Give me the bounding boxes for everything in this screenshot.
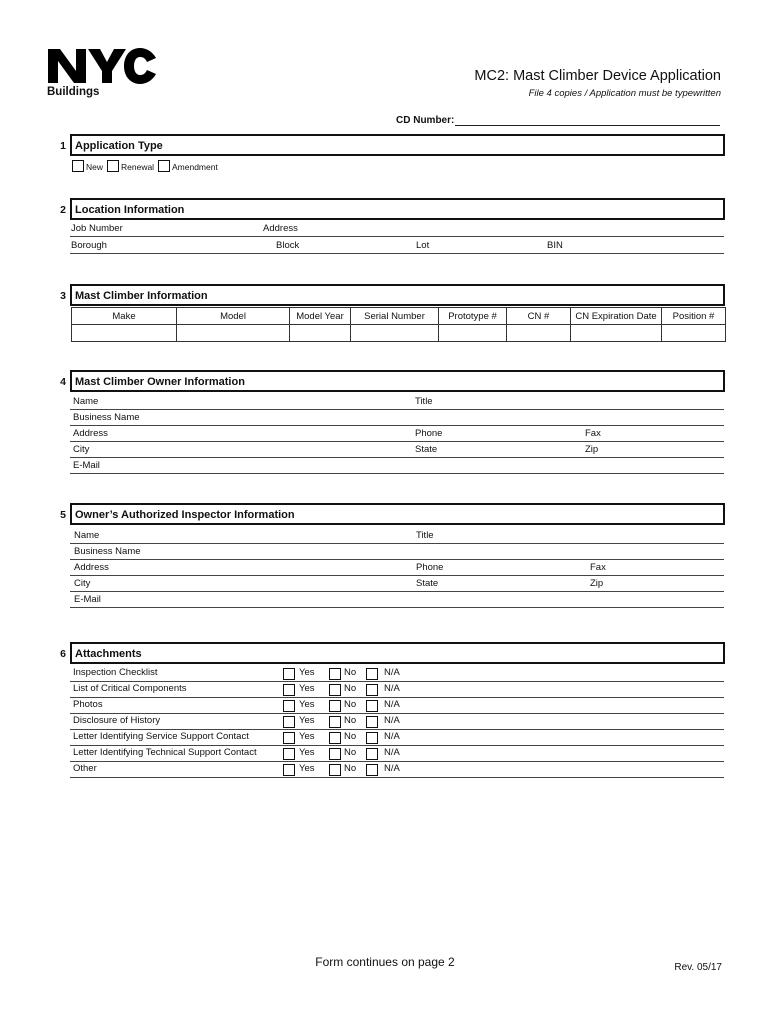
attachment-6-no-checkbox[interactable] <box>329 764 341 776</box>
inspector-city-label: City <box>74 578 91 589</box>
attachment-1-yes-checkbox[interactable] <box>283 684 295 696</box>
owner-zip-label: Zip <box>585 444 599 455</box>
attachment-6-na-checkbox[interactable] <box>366 764 378 776</box>
address-label: Address <box>263 223 298 234</box>
row-divider <box>70 473 724 474</box>
cn-expiration-cell[interactable] <box>571 325 662 342</box>
attachment-3-yes-checkbox[interactable] <box>283 716 295 728</box>
col-serial-number: Serial Number <box>351 308 439 325</box>
row-divider <box>70 559 724 560</box>
form-title: MC2: Mast Climber Device Application <box>474 68 721 84</box>
row-divider <box>70 777 724 778</box>
owner-city-label: City <box>73 444 90 455</box>
no-label: No <box>344 763 357 774</box>
cd-number-field[interactable] <box>455 125 720 126</box>
revision-label: Rev. 05/17 <box>674 962 722 973</box>
no-label: No <box>344 715 357 726</box>
inspector-state-label: State <box>416 578 439 589</box>
na-label: N/A <box>384 747 400 758</box>
inspector-title-label: Title <box>416 530 434 541</box>
yes-label: Yes <box>299 747 315 758</box>
attachment-0-na-checkbox[interactable] <box>366 668 378 680</box>
inspector-address-label: Address <box>74 562 109 573</box>
owner-state-label: State <box>415 444 438 455</box>
amendment-checkbox[interactable] <box>158 160 170 172</box>
row-divider <box>70 681 724 682</box>
attachment-2-label: Photos <box>73 699 103 710</box>
row-divider <box>70 253 724 254</box>
attachment-1-na-checkbox[interactable] <box>366 684 378 696</box>
new-checkbox[interactable] <box>72 160 84 172</box>
na-label: N/A <box>384 699 400 710</box>
owner-title-label: Title <box>415 396 433 407</box>
section-6-header <box>70 642 725 664</box>
yes-label: Yes <box>299 763 315 774</box>
section-6-number: 6 <box>60 648 66 660</box>
col-make: Make <box>72 308 177 325</box>
section-1-title: Application Type <box>75 140 163 152</box>
attachment-1-label: List of Critical Components <box>73 683 187 694</box>
section-2-number: 2 <box>60 204 66 216</box>
section-3-title: Mast Climber Information <box>75 290 208 302</box>
attachment-4-yes-checkbox[interactable] <box>283 732 295 744</box>
section-5-title: Owner’s Authorized Inspector Information <box>75 509 295 521</box>
yes-label: Yes <box>299 715 315 726</box>
row-divider <box>70 729 724 730</box>
attachment-6-label: Other <box>73 763 97 774</box>
attachment-4-label: Letter Identifying Service Support Contact <box>73 731 249 742</box>
prototype-cell[interactable] <box>439 325 507 342</box>
inspector-business-name-label: Business Name <box>74 546 141 557</box>
no-label: No <box>344 667 357 678</box>
table-header-row <box>72 308 726 325</box>
yes-label: Yes <box>299 667 315 678</box>
model-year-cell[interactable] <box>290 325 351 342</box>
attachment-0-no-checkbox[interactable] <box>329 668 341 680</box>
renewal-checkbox[interactable] <box>107 160 119 172</box>
row-divider <box>70 607 724 608</box>
section-3-number: 3 <box>60 290 66 302</box>
section-4-title: Mast Climber Owner Information <box>75 376 245 388</box>
cn-cell[interactable] <box>507 325 571 342</box>
attachment-4-na-checkbox[interactable] <box>366 732 378 744</box>
owner-name-label: Name <box>73 396 99 407</box>
form-continues-note: Form continues on page 2 <box>315 955 455 969</box>
inspector-name-label: Name <box>74 530 100 541</box>
row-divider <box>70 236 724 237</box>
inspector-zip-label: Zip <box>590 578 604 589</box>
owner-phone-label: Phone <box>415 428 443 439</box>
new-label: New <box>86 162 104 172</box>
attachment-5-label: Letter Identifying Technical Support Contact <box>73 747 257 758</box>
col-prototype: Prototype # <box>439 308 507 325</box>
row-divider <box>70 425 724 426</box>
inspector-email-label: E-Mail <box>74 594 101 605</box>
serial-number-cell[interactable] <box>351 325 439 342</box>
attachment-3-no-checkbox[interactable] <box>329 716 341 728</box>
col-position: Position # <box>662 308 726 325</box>
cd-number-label: CD Number: <box>396 115 455 126</box>
inspector-phone-label: Phone <box>416 562 444 573</box>
block-label: Block <box>276 240 300 251</box>
no-label: No <box>344 699 357 710</box>
row-divider <box>70 575 724 576</box>
renewal-label: Renewal <box>121 162 155 172</box>
attachment-1-no-checkbox[interactable] <box>329 684 341 696</box>
mast-climber-table <box>71 307 726 342</box>
section-2-title: Location Information <box>75 204 185 216</box>
yes-label: Yes <box>299 683 315 694</box>
attachment-2-no-checkbox[interactable] <box>329 700 341 712</box>
section-4-number: 4 <box>60 376 66 388</box>
na-label: N/A <box>384 763 400 774</box>
logo-subtext: Buildings <box>47 86 100 98</box>
attachment-3-na-checkbox[interactable] <box>366 716 378 728</box>
owner-email-label: E-Mail <box>73 460 100 471</box>
row-divider <box>70 591 724 592</box>
bin-label: BIN <box>547 240 563 251</box>
no-label: No <box>344 731 357 742</box>
model-cell[interactable] <box>177 325 290 342</box>
attachment-6-yes-checkbox[interactable] <box>283 764 295 776</box>
attachment-0-yes-checkbox[interactable] <box>283 668 295 680</box>
make-cell[interactable] <box>72 325 177 342</box>
borough-label: Borough <box>71 240 107 251</box>
row-divider <box>70 457 724 458</box>
attachment-0-label: Inspection Checklist <box>73 667 158 678</box>
attachment-2-na-checkbox[interactable] <box>366 700 378 712</box>
owner-business-name-label: Business Name <box>73 412 140 423</box>
col-cn: CN # <box>507 308 571 325</box>
na-label: N/A <box>384 715 400 726</box>
row-divider <box>70 543 724 544</box>
yes-label: Yes <box>299 731 315 742</box>
no-label: No <box>344 747 357 758</box>
owner-fax-label: Fax <box>585 428 601 439</box>
job-number-label: Job Number <box>71 223 123 234</box>
attachment-2-yes-checkbox[interactable] <box>283 700 295 712</box>
amendment-label: Amendment <box>172 162 218 172</box>
row-divider <box>70 713 724 714</box>
form-subtitle: File 4 copies / Application must be typewritten <box>528 88 721 99</box>
inspector-fax-label: Fax <box>590 562 606 573</box>
position-cell[interactable] <box>662 325 726 342</box>
row-divider <box>70 441 724 442</box>
section-6-title: Attachments <box>75 648 142 660</box>
no-label: No <box>344 683 357 694</box>
attachment-4-no-checkbox[interactable] <box>329 732 341 744</box>
attachment-5-na-checkbox[interactable] <box>366 748 378 760</box>
attachment-5-no-checkbox[interactable] <box>329 748 341 760</box>
col-model-year: Model Year <box>290 308 351 325</box>
owner-address-label: Address <box>73 428 108 439</box>
row-divider <box>70 761 724 762</box>
row-divider <box>70 409 724 410</box>
na-label: N/A <box>384 731 400 742</box>
row-divider <box>70 697 724 698</box>
section-5-number: 5 <box>60 509 66 521</box>
attachment-3-label: Disclosure of History <box>73 715 161 726</box>
na-label: N/A <box>384 667 400 678</box>
table-row[interactable] <box>72 325 726 342</box>
section-1-header <box>70 134 725 156</box>
lot-label: Lot <box>416 240 430 251</box>
col-model: Model <box>177 308 290 325</box>
yes-label: Yes <box>299 699 315 710</box>
section-1-number: 1 <box>60 140 66 152</box>
attachment-5-yes-checkbox[interactable] <box>283 748 295 760</box>
na-label: N/A <box>384 683 400 694</box>
row-divider <box>70 745 724 746</box>
col-cn-expiration: CN Expiration Date <box>571 308 662 325</box>
